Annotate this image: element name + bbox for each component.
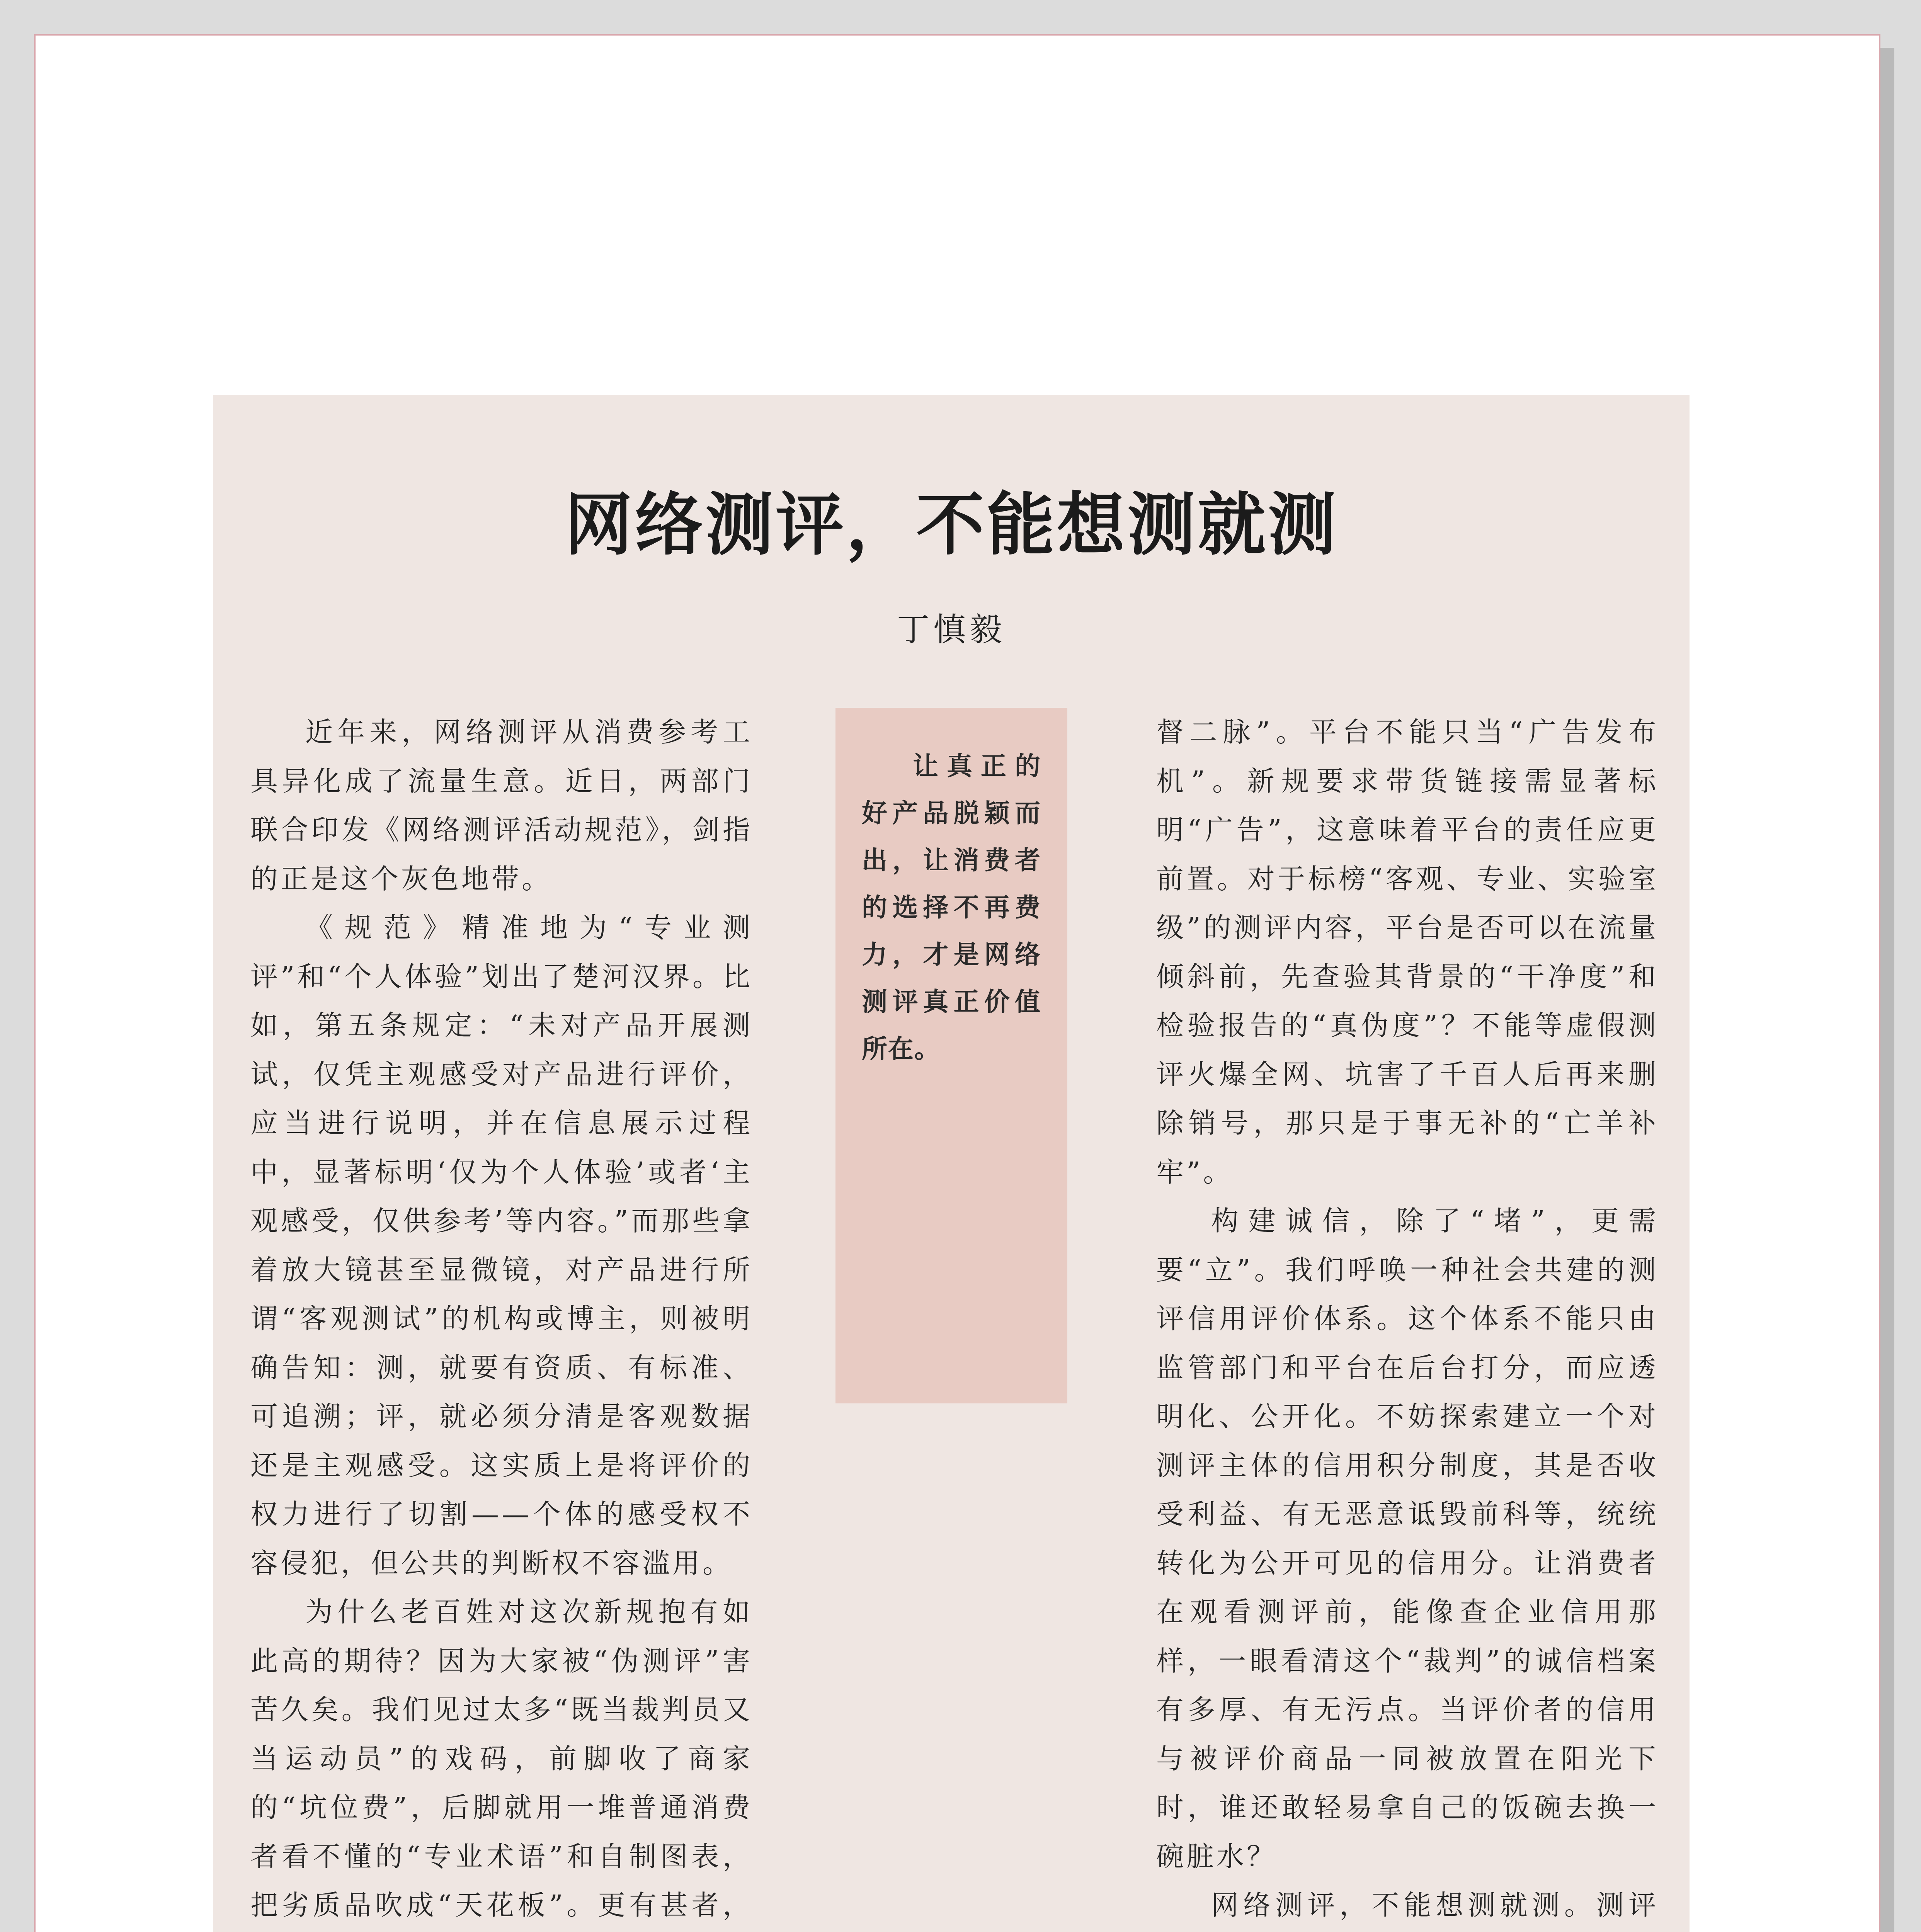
article-title: 网络测评，不能想测就测 [564, 485, 1338, 565]
left-column [250, 708, 753, 1932]
paragraph: 督二脉”。平台不能只当“广告发布机”。新规要求带货链接需显著标明“广告”，这意味着平台的责任应更前置。对于标榜“客观、专业、实验室级”的测评内容，平台是否可以在流量倾斜前，先查验其背景的“干净度”和检验报告的“真伪度”？不能等虚假测评火爆全网、坑害了千百人后再来删除销号，那只是于事无补的“亡羊补牢”。 [1156, 716, 1659, 1188]
magazine-page [34, 34, 1880, 1932]
pull-quote: 让真正的好产品脱颖而出，让消费者的选择不再费力，才是网络测评真正价值所在。 [862, 751, 1041, 1064]
paragraph: 《规范》精准地为“专业测评”和“个人体验”划出了楚河汉界。比如，第五条规定：“未对产品开展测试，仅凭主观感受对产品进行评价，应当进行说明，并在信息展示过程中，显著标明‘仅为个人体验’或者‘主观感受，仅供参考’等内容。”而那些拿着放大镜甚至显微镜，对产品进行所谓“客观测试”的机构或博主，则被明确告知：测，就要有资质、有标准、可追溯；评，就必须分清是客观数据还是主观感受。这实质上是将评价的权力进行了切割——个体的感受权不容侵犯，但公共的判断权不容滥用。 [250, 912, 753, 1579]
right-column [1156, 708, 1659, 1932]
paragraph [1156, 1881, 1659, 1932]
paragraph-text: 网络测评，不能想测就测。测评 [1211, 1889, 1659, 1921]
pull-quote-box [835, 708, 1067, 1403]
paragraph: 为什么老百姓对这次新规抱有如此高的期待？因为大家被“伪测评”害苦久矣。我们见过太多“既当裁判员又当运动员”的戏码，前脚收了商家的“坑位费”，后脚就用一堆普通消费者看不懂的“专业术语”和自制图表，把劣质品吹成“天花板”。更有甚者， [250, 1596, 753, 1921]
paragraph: 近年来，网络测评从消费参考工具异化成了流量生意。近日，两部门联合印发《网络测评活动规范》，剑指的正是这个灰色地带。 [250, 716, 753, 895]
article-panel [213, 395, 1690, 1932]
article-author: 丁慎毅 [897, 611, 1006, 648]
paragraph: 构建诚信，除了“堵”，更需要“立”。我们呼唤一种社会共建的测评信用评价体系。这个体系不能只由监管部门和平台在后台打分，而应透明化、公开化。不妨探索建立一个对测评主体的信用积分制度，其是否收受利益、有无恶意诋毁前科等，统统转化为公开可见的信用分。让消费者在观看测评前，能像查企业信用那样，一眼看清这个“裁判”的诚信档案有多厚、有无污点。当评价者的信用与被评价商品一同被放置在阳光下时，谁还敢轻易拿自己的饭碗去换一碗脏水？ [1156, 1205, 1659, 1872]
